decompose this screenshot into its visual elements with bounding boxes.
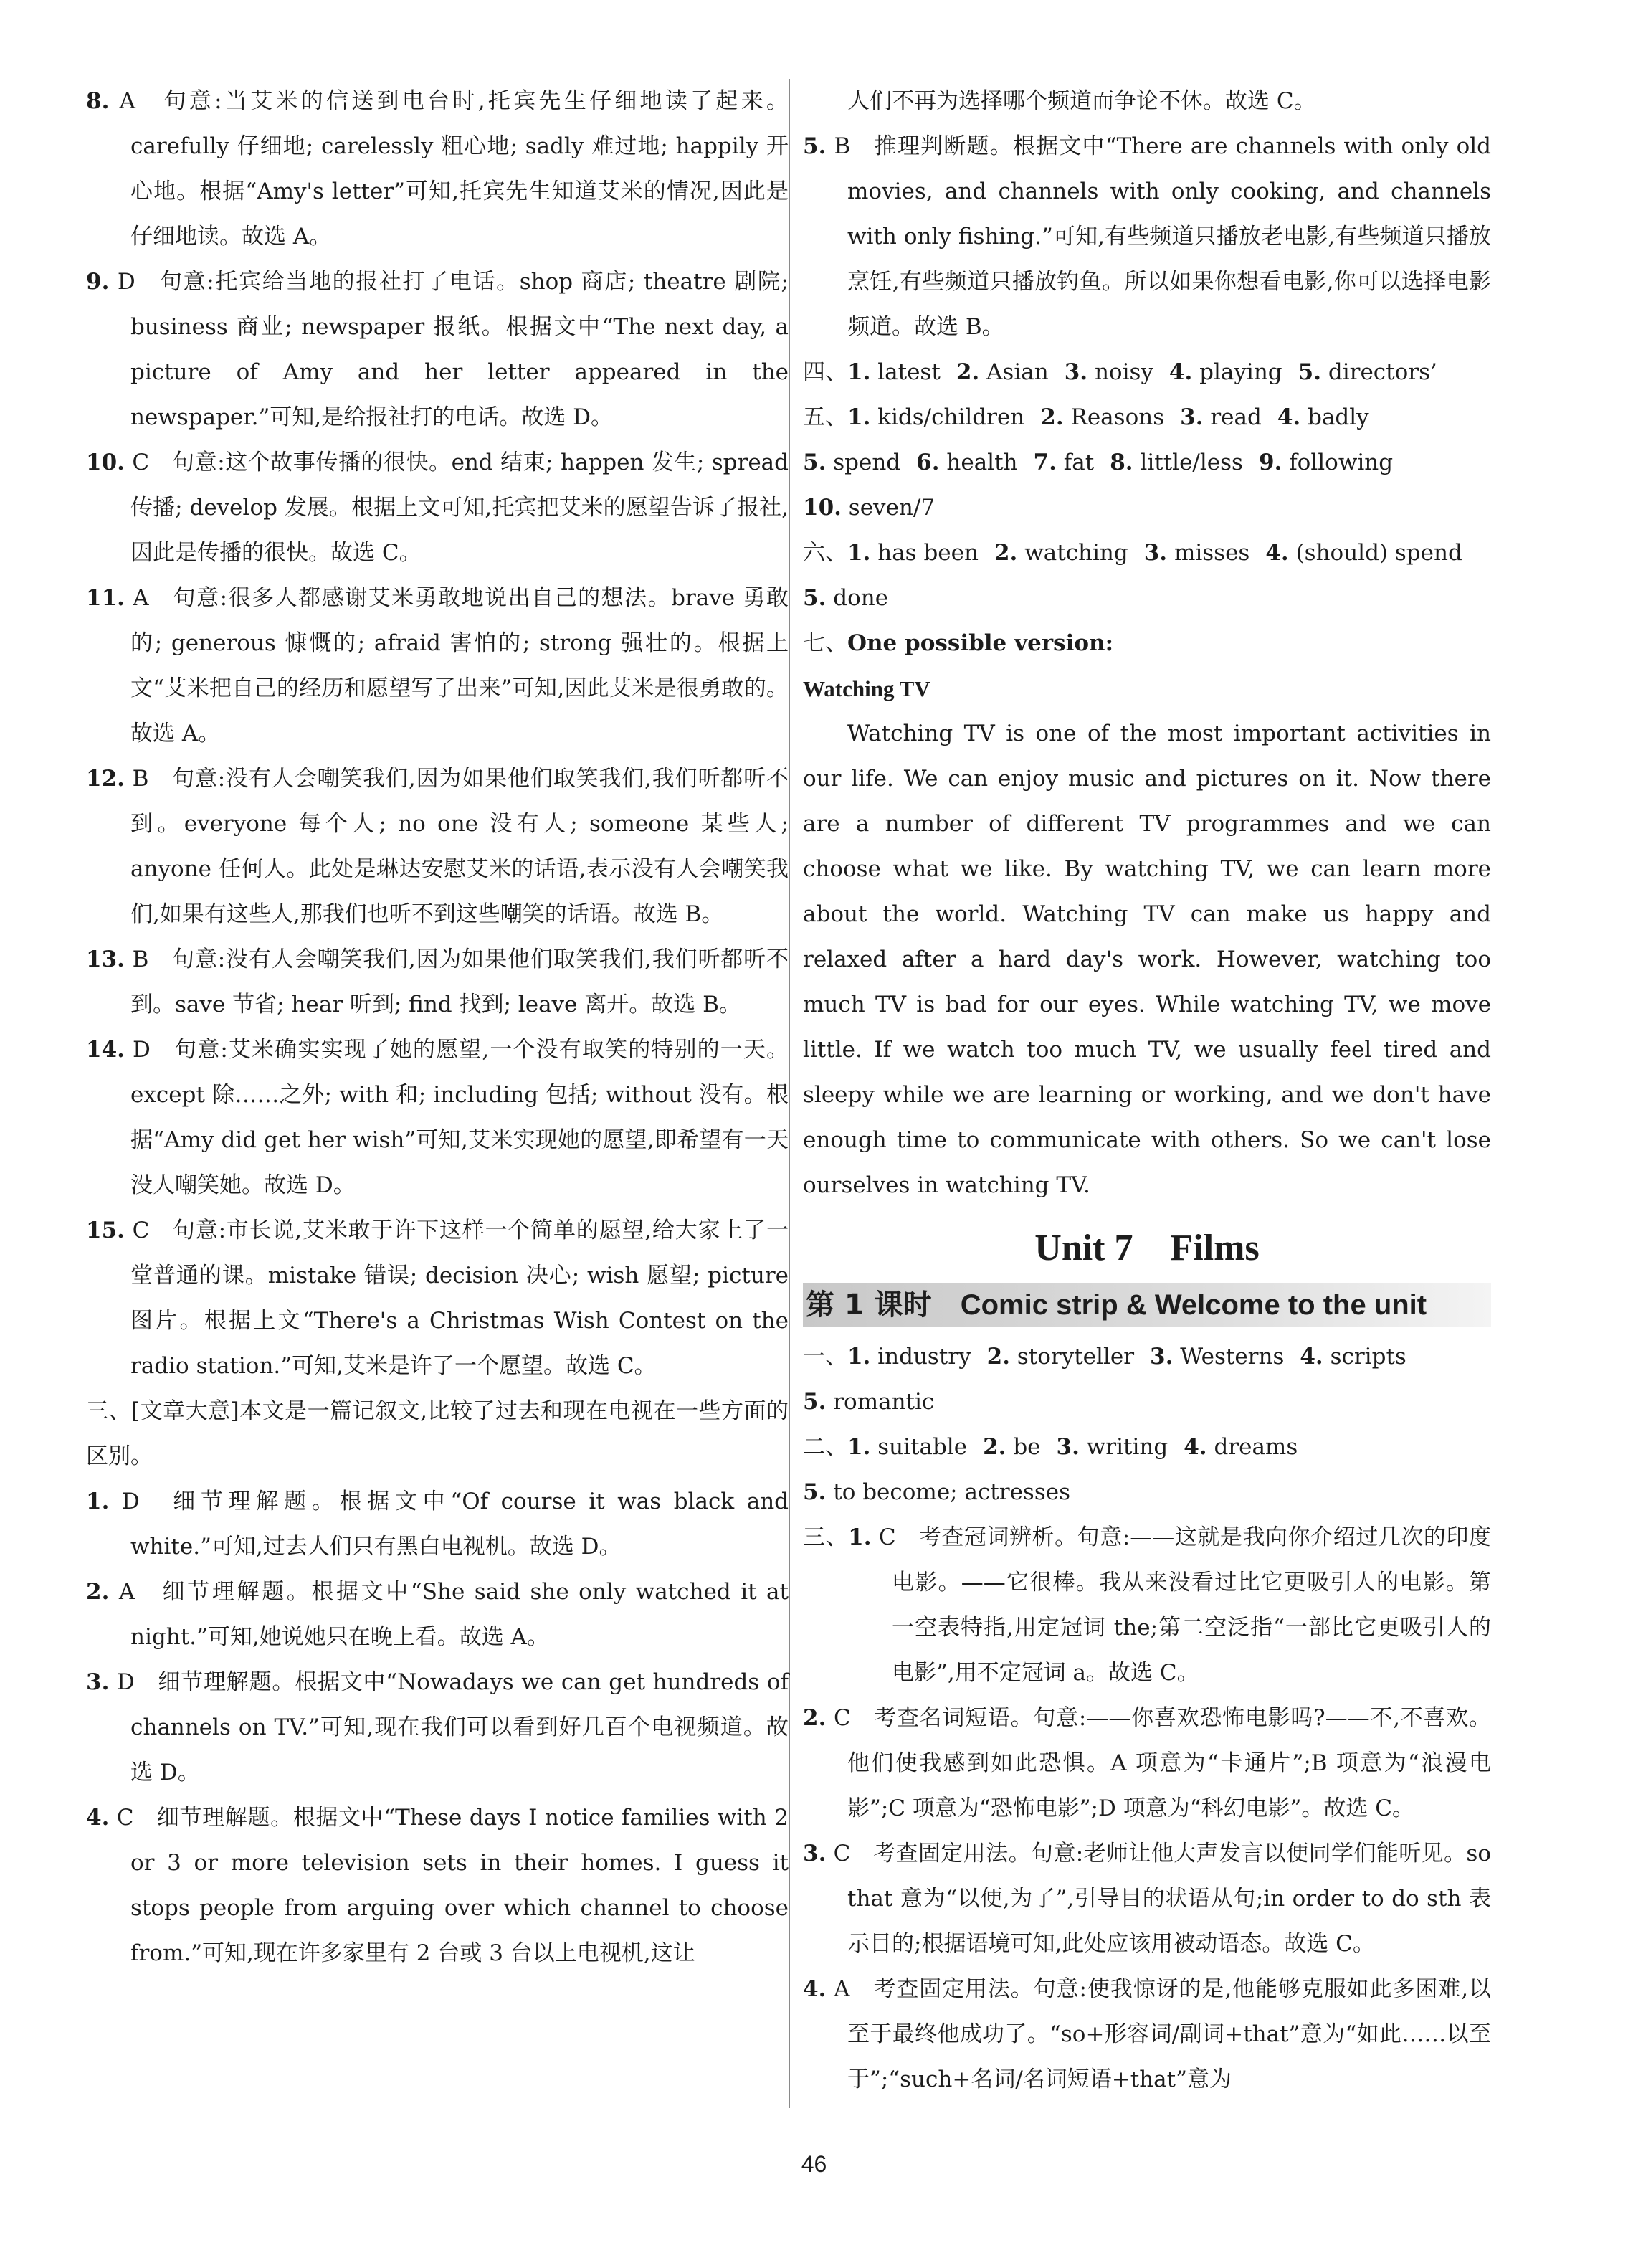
section-4-answers: 四、1. latest 2. Asian 3. noisy 4. playing 5. directors’ <box>803 359 1437 385</box>
lesson-header-bar: 第 1 课时 Comic strip & Welcome to the unit <box>803 1283 1491 1327</box>
sec3-item-4: 4. C 细节理解题。根据文中“These days I notice families with 2 or 3 or more television sets in their homes. I guess it stops people from arguing over which channel to choose from.”可知,现在许多家里有 2 台或 3 台以上电视机,这让 <box>86 1805 789 1966</box>
lesson-section-3 <box>803 1515 1491 2102</box>
section-5-answers: 五、1. kids/children 2. Reasons 3. read 4. badly 5. spend 6. health 7. fat 8. little/less 9. following 10. seven/7 <box>803 404 1394 521</box>
answer-item-13: 13. B 句意:没有人会嘲笑我们,因为如果他们取笑我们,我们听都听不到。save 节省; hear 听到; find 找到; leave 离开。故选 B。 <box>86 946 789 1017</box>
lesson-sec3-item-1: 三、1. C 考查冠词辨析。句意:——这就是我向你介绍过几次的印度电影。——它很棒。我从来没看过比它更吸引人的电影。第一空表特指,用定冠词 the;第二空泛指“一部比它更吸引人的电影”,用不定冠词 a。故选 C。 <box>803 1524 1492 1686</box>
answer-item-14: 14. D 句意:艾米确实实现了她的愿望,一个没有取笑的特别的一天。except 除……之外; with 和; including 包括; without 没有。根据“Amy did get her wish”可知,艾米实现她的愿望,即希望有一天没人嘲笑她。故选 D。 <box>86 1037 789 1198</box>
right-column <box>803 79 1491 2102</box>
section-6-answers: 六、1. has been 2. watching 3. misses 4. (should) spend 5. done <box>803 540 1462 611</box>
answer-item-15: 15. C 句意:市长说,艾米敢于许下这样一个简单的愿望,给大家上了一堂普通的课。mistake 错误; decision 决心; wish 愿望; picture 图片。根据上文“There's a Christmas Wish Contest on the radio station.”可知,艾米是许了一个愿望。故选 C。 <box>86 1218 789 1379</box>
answer-item-10: 10. C 句意:这个故事传播的很快。end 结束; happen 发生; spread 传播; develop 发展。根据上文可知,托宾把艾米的愿望告诉了报社,因此是传播的很快。故选 C。 <box>86 450 789 566</box>
lesson-sec3-item-3: 3. C 考查固定用法。句意:老师让他大声发言以便同学们能听见。so that 意为“以便,为了”,引导目的状语从句;in order to do sth 表示目的;根据语境可知,此处应该用被动语态。故选 C。 <box>803 1841 1492 1957</box>
unit-title: Unit 7 Films <box>1034 1228 1260 1268</box>
continued-line: 人们不再为选择哪个频道而争论不休。故选 C。 <box>847 88 1316 114</box>
sec3-item-2: 2. A 细节理解题。根据文中“She said she only watched it at night.”可知,她说她只在晚上看。故选 A。 <box>86 1579 789 1650</box>
left-column <box>86 79 789 1976</box>
answer-item-12: 12. B 句意:没有人会嘲笑我们,因为如果他们取笑我们,我们听都听不到。everyone 每个人; no one 没有人; someone 某些人; anyone 任何人。此处是琳达安慰艾米的话语,表示没有人会嘲笑我们,如果有这些人,那我们也听不到这些嘲笑的话语。故选 B。 <box>86 766 789 927</box>
essay-body: Watching TV is one of the most important activities in our life. We can enjoy music and pictures on it. Now there are a number of different TV programmes and we can choose what we like. By watching TV, we can learn more about the world. Watching TV can make us happy and relaxed after a hard day's work. However, watching too much TV is bad for our eyes. While watching TV, we move little. If we watch too much TV, we usually feel tired and sleepy while we are learning or working, and we don't have enough time to communicate with others. So we can't lose ourselves in watching TV. <box>803 721 1491 1198</box>
sec3-item-3: 3. D 细节理解题。根据文中“Nowadays we can get hundreds of channels on TV.”可知,现在我们可以看到好几百个电视频道。故选 D。 <box>86 1669 789 1785</box>
section-7-header: 七、One possible version: <box>803 630 1114 656</box>
lesson-section-1: 一、1. industry 2. storyteller 3. Westerns 4. scripts 5. romantic <box>803 1344 1406 1415</box>
answer-item-8: 8. A 句意:当艾米的信送到电台时,托宾先生仔细地读了起来。carefully 仔细地; carelessly 粗心地; sadly 难过地; happily 开心地。根据“Amy's letter”可知,托宾先生知道艾米的情况,因此是仔细地读。故选 A。 <box>86 88 789 250</box>
column-divider <box>789 79 790 2108</box>
answer-item-11: 11. A 句意:很多人都感谢艾米勇敢地说出自己的想法。brave 勇敢的; generous 慷慨的; afraid 害怕的; strong 强壮的。根据上文“艾米把自己的经历和愿望写了出来”可知,因此艾米是很勇敢的。故选 A。 <box>86 585 789 746</box>
section-3-header: 三、[文章大意]本文是一篇记叙文,比较了过去和现在电视在一些方面的区别。 <box>86 1398 789 1469</box>
essay-title: Watching TV <box>803 676 930 701</box>
page-number: 46 <box>801 2151 827 2177</box>
sec3-item-5: 5. B 推理判断题。根据文中“There are channels with only old movies, and channels with only cooking, and channels with only fishing.”可知,有些频道只播放老电影,有些频道只播放烹饪,有些频道只播放钓鱼。所以如果你想看电影,你可以选择电影频道。故选 B。 <box>803 133 1491 340</box>
lesson-sec3-item-4: 4. A 考查固定用法。句意:使我惊讶的是,他能够克服如此多困难,以至于最终他成功了。“so+形容词/副词+that”意为“如此……以至于”;“such+名词/名词短语+that”意为 <box>803 1976 1491 2092</box>
lesson-sec3-item-2: 2. C 考查名词短语。句意:——你喜欢恐怖电影吗?——不,不喜欢。他们使我感到如此恐惧。A 项意为“卡通片”;B 项意为“浪漫电影”;C 项意为“恐怖电影”;D 项意为“科幻电影”。故选 C。 <box>803 1705 1491 1821</box>
answer-item-9: 9. D 句意:托宾给当地的报社打了电话。shop 商店; theatre 剧院; business 商业; newspaper 报纸。根据文中“The next day, a picture of Amy and her letter appeared in the newspaper.”可知,是给报社打的电话。故选 D。 <box>86 269 789 430</box>
sec3-item-1: 1. D 细节理解题。根据文中“Of course it was black and white.”可知,过去人们只有黑白电视机。故选 D。 <box>86 1489 789 1560</box>
lesson-section-2: 二、1. suitable 2. be 3. writing 4. dreams 5. to become; actresses <box>803 1434 1298 1505</box>
